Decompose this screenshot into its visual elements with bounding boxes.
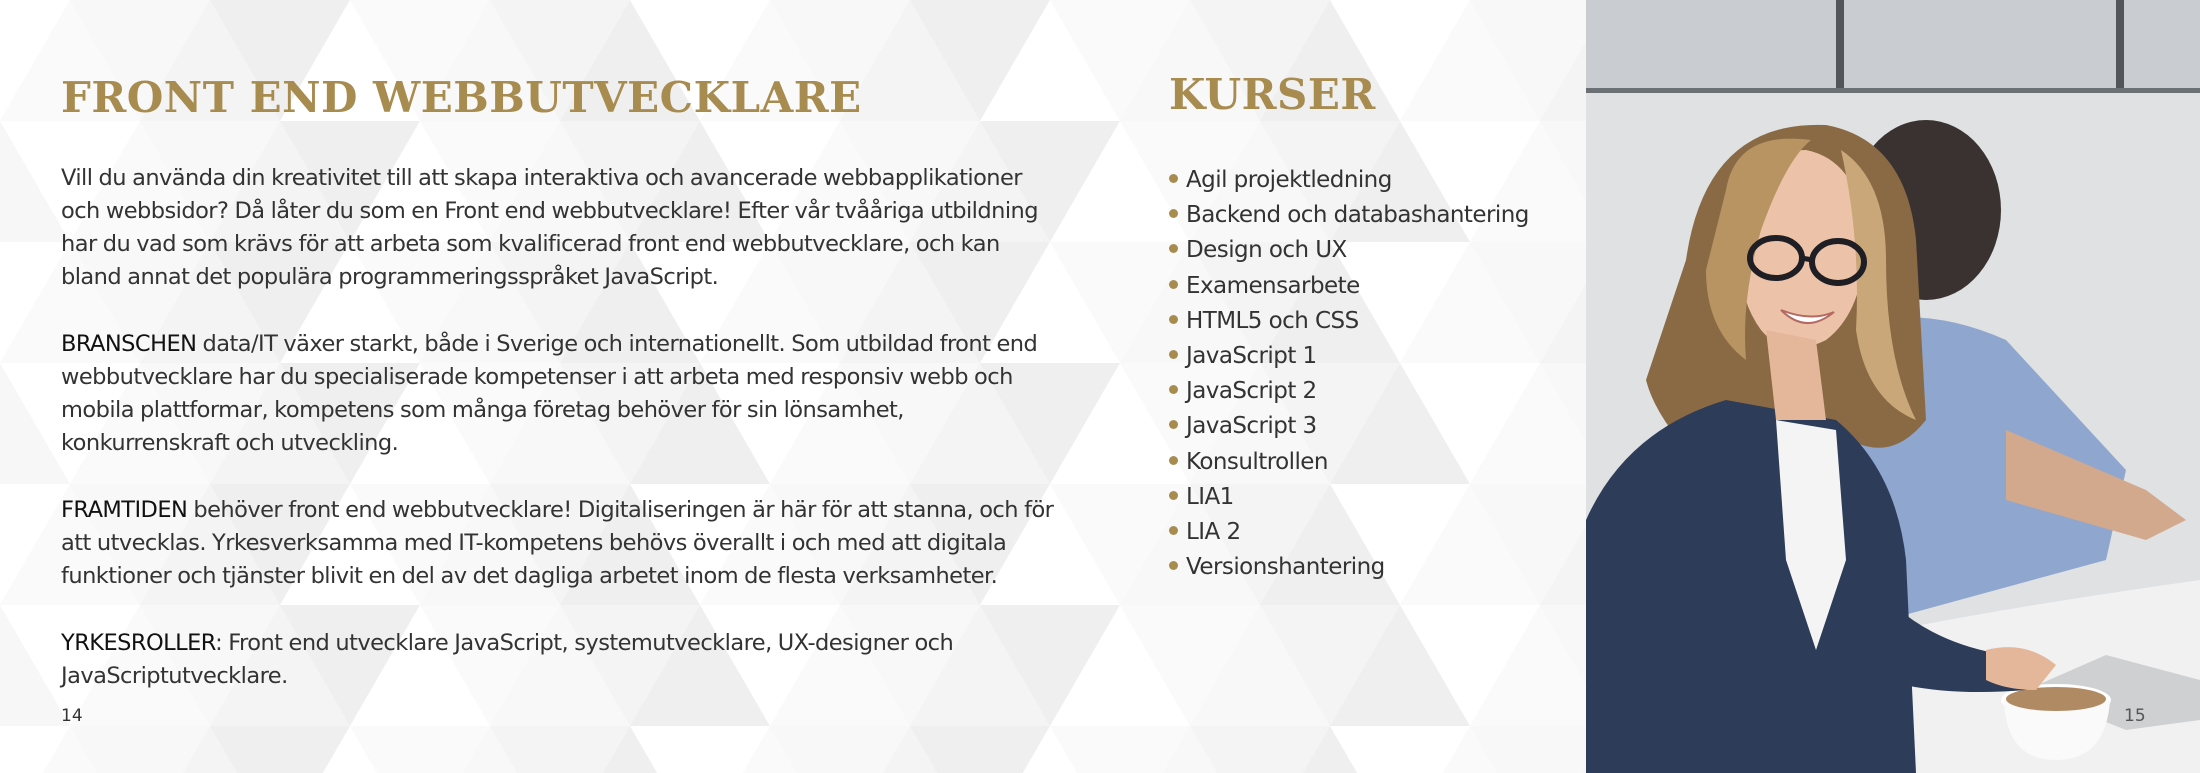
course-item bbox=[1169, 163, 1529, 198]
course-item bbox=[1169, 233, 1529, 268]
woman-with-glasses-illustration bbox=[1586, 0, 2200, 773]
bullet-icon bbox=[1169, 315, 1178, 324]
bullet-icon bbox=[1169, 526, 1178, 535]
page-number-left: 14 bbox=[61, 706, 83, 726]
yrkesroller-text: : Front end utvecklare JavaScript, systemutvecklare, UX-designer och JavaScriptutvecklare. bbox=[61, 630, 954, 689]
course-item bbox=[1169, 198, 1529, 233]
branschen-lead: BRANSCHEN bbox=[61, 331, 197, 357]
intro-paragraph: Vill du använda din kreativitet till att skapa interaktiva och avancerade webbapplikationer och webbsidor? Då låter du som en Front end webbutvecklare! Efter vår tvååriga utbildning har du vad som krävs för att arbeta som kvalificerad front end webbutvecklare, och kan bland annat det populära programmeringsspråket JavaScript. bbox=[61, 165, 1038, 290]
bullet-icon bbox=[1169, 280, 1178, 289]
course-item-label: LIA 2 bbox=[1186, 519, 1241, 546]
bullet-icon bbox=[1169, 350, 1178, 359]
office-photo bbox=[1586, 0, 2200, 773]
course-item-label: Versionshantering bbox=[1186, 554, 1385, 581]
course-item-label: JavaScript 3 bbox=[1186, 413, 1317, 440]
framtiden-text: behöver front end webbutvecklare! Digitaliseringen är här för att stanna, och för att utvecklas. Yrkesverksamma med IT-kompetens behövs överallt i och med att digitala funktioner och tjänster blivit en del av det dagliga arbetet inom de flesta verksamheter. bbox=[61, 497, 1054, 589]
bullet-icon bbox=[1169, 209, 1178, 218]
course-item-label: Konsultrollen bbox=[1186, 448, 1328, 475]
bullet-icon bbox=[1169, 174, 1178, 183]
course-item bbox=[1169, 269, 1529, 304]
page-number-right: 15 bbox=[2124, 706, 2146, 726]
bullet-icon bbox=[1169, 456, 1178, 465]
page-title: FRONT END WEBBUTVECKLARE bbox=[61, 73, 862, 122]
course-item-label: Backend och databashantering bbox=[1186, 202, 1529, 229]
course-list bbox=[1169, 163, 1529, 585]
framtiden-paragraph bbox=[61, 494, 1061, 593]
course-item-label: JavaScript 2 bbox=[1186, 378, 1317, 405]
bullet-icon bbox=[1169, 420, 1178, 429]
course-item bbox=[1169, 550, 1529, 585]
course-item bbox=[1169, 339, 1529, 374]
framtiden-lead: FRAMTIDEN bbox=[61, 497, 188, 523]
course-item-label: HTML5 och CSS bbox=[1186, 307, 1359, 334]
course-item bbox=[1169, 409, 1529, 444]
branschen-text: data/IT växer starkt, både i Sverige och internationellt. Som utbildad front end webbutvecklare har du specialiserade kompetenser i att arbeta med responsiv webb och mobila plattformar, kompetens som många företag behöver för sin lönsamhet, konkurrenskraft och utveckling. bbox=[61, 331, 1038, 456]
course-item-label: Agil projektledning bbox=[1186, 167, 1392, 193]
yrkesroller-lead: YRKESROLLER bbox=[61, 630, 216, 656]
bullet-icon bbox=[1169, 244, 1178, 253]
course-item bbox=[1169, 445, 1529, 480]
courses-title: KURSER bbox=[1169, 70, 1376, 119]
yrkesroller-paragraph bbox=[61, 627, 1061, 693]
course-item-label: LIA1 bbox=[1186, 483, 1234, 510]
course-item bbox=[1169, 515, 1529, 550]
bullet-icon bbox=[1169, 491, 1178, 500]
course-item bbox=[1169, 480, 1529, 515]
course-item-label: Design och UX bbox=[1186, 237, 1347, 264]
course-item bbox=[1169, 304, 1529, 339]
course-item-label: Examensarbete bbox=[1186, 272, 1360, 299]
course-item bbox=[1169, 374, 1529, 409]
branschen-paragraph bbox=[61, 328, 1061, 460]
course-item-label: JavaScript 1 bbox=[1186, 343, 1317, 370]
bullet-icon bbox=[1169, 561, 1178, 570]
bullet-icon bbox=[1169, 385, 1178, 394]
